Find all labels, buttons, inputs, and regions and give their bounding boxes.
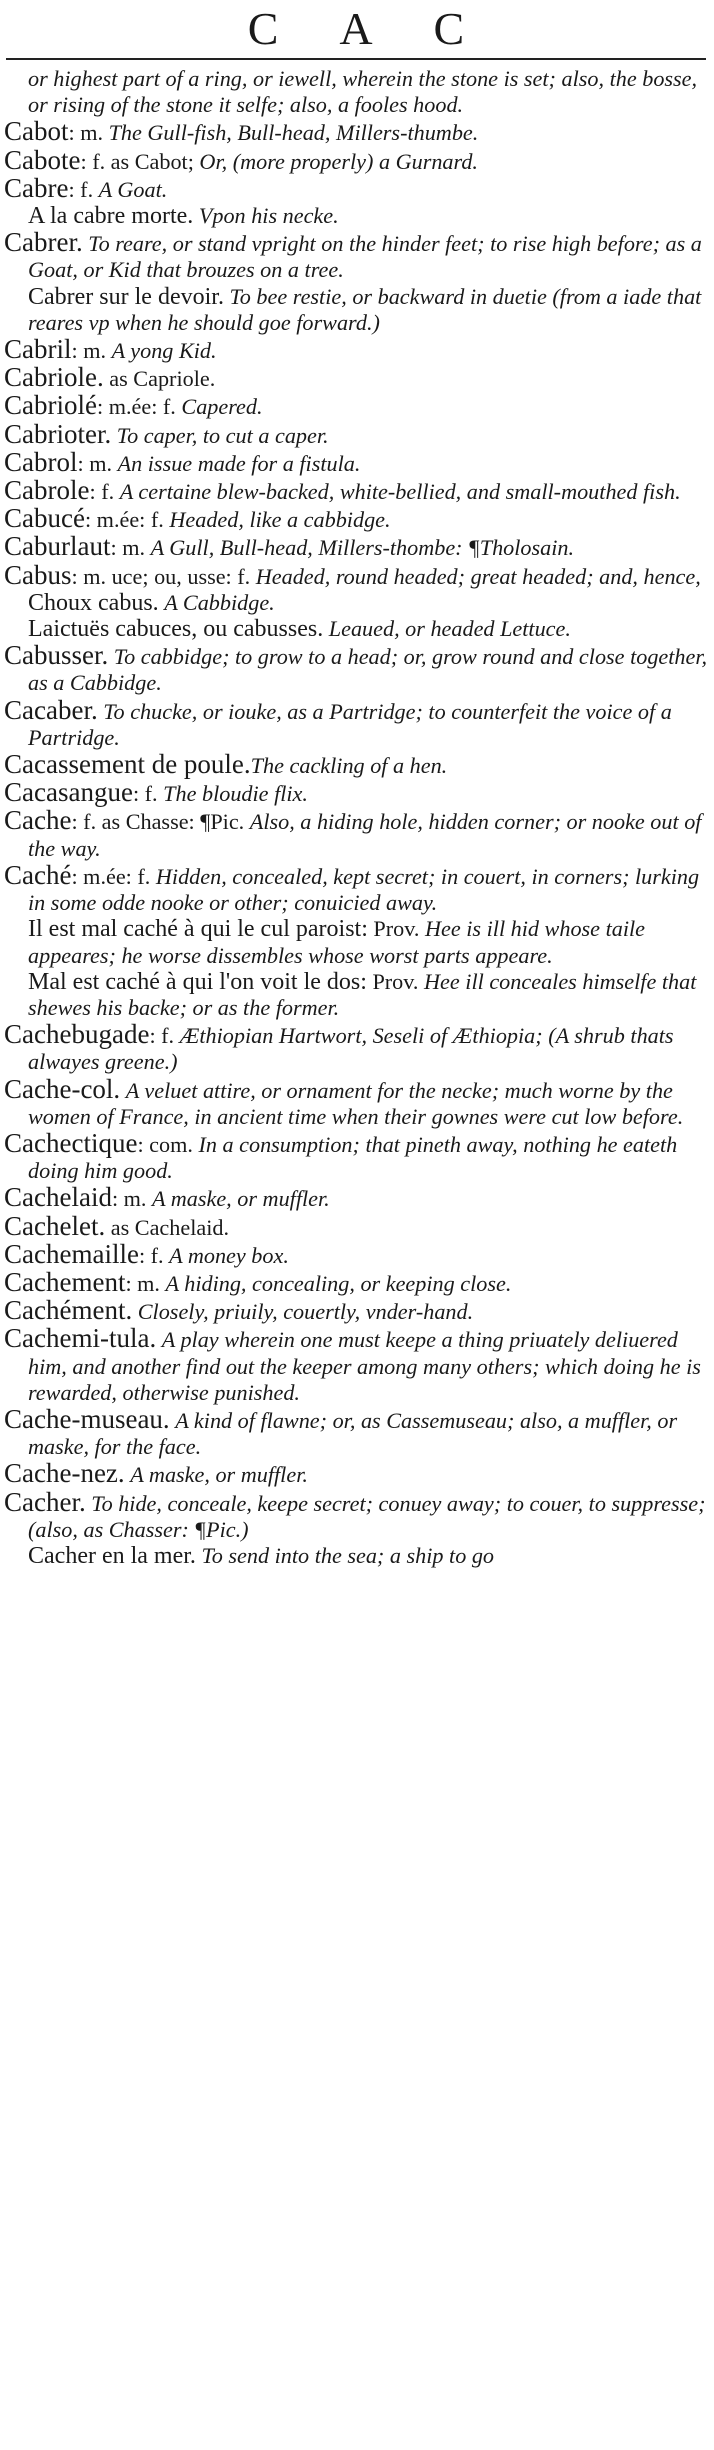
dictionary-entry bbox=[4, 1297, 708, 1325]
definition: Hee is ill hid whose taile appeares; he worse dissembles whose worst parts appeare. bbox=[28, 916, 646, 968]
headword: Cache-nez. bbox=[4, 1458, 125, 1489]
dictionary-entry bbox=[4, 1127, 708, 1184]
dictionary-entry bbox=[4, 694, 708, 751]
dictionary-entry bbox=[4, 859, 708, 916]
headword: Cabote bbox=[4, 144, 81, 175]
headword: Cache bbox=[4, 805, 72, 836]
headword: Cabrioter. bbox=[4, 418, 112, 449]
headword: Cabriolé bbox=[4, 390, 97, 421]
sub-entry bbox=[4, 969, 708, 1021]
headword: Laictuës cabuces, ou cabusses. bbox=[28, 616, 324, 643]
definition: An issue made for a fistula. bbox=[117, 450, 361, 476]
dictionary-entry bbox=[4, 751, 708, 779]
headword: Cachemi-tula. bbox=[4, 1323, 157, 1354]
grammar-note: Prov. bbox=[367, 916, 425, 942]
sub-entry bbox=[4, 1543, 708, 1569]
headword: Cabriole. bbox=[4, 362, 104, 393]
grammar-note: : f. bbox=[132, 781, 164, 807]
definition: A veluet attire, or ornament for the necke; much worne by the women of France, in ancient time when their gownes were cut low before. bbox=[28, 1077, 684, 1129]
dictionary-entry bbox=[4, 1184, 708, 1212]
definition: Headed, round headed; great headed; and, hence, bbox=[255, 563, 701, 589]
headword: Cachectique bbox=[4, 1127, 138, 1158]
dictionary-entry bbox=[4, 1403, 708, 1460]
definition: A play wherein one must keepe a thing priuately deliuered him, and another find out the keeper among many others; which doing he is rewarded, otherwise punished. bbox=[28, 1327, 701, 1405]
grammar-note: : f. bbox=[138, 1242, 170, 1268]
dictionary-entry bbox=[4, 477, 708, 505]
grammar-note: : m. uce; ou, usse: f. bbox=[71, 563, 256, 589]
grammar-note: : m. bbox=[110, 535, 151, 561]
definition: To chucke, or iouke, as a Partridge; to counterfeit the voice of a Partridge. bbox=[28, 698, 672, 750]
sub-entry bbox=[4, 203, 708, 229]
headword: Cabus bbox=[4, 559, 72, 590]
dictionary-entry bbox=[4, 144, 708, 175]
dictionary-entry bbox=[4, 1460, 708, 1488]
headword: Il est mal caché à qui le cul paroist: bbox=[28, 916, 368, 943]
grammar-note: : m.ée: f. bbox=[84, 507, 170, 533]
definition: A yong Kid. bbox=[111, 338, 217, 364]
dictionary-entry bbox=[4, 1325, 708, 1406]
grammar-note: as Cachelaid. bbox=[105, 1214, 230, 1240]
headword: Cabucé bbox=[4, 503, 85, 534]
sub-entry bbox=[4, 284, 708, 336]
dictionary-entry bbox=[4, 779, 708, 807]
headword: Cachebugade bbox=[4, 1019, 150, 1050]
header-rule bbox=[6, 58, 706, 60]
entry-list bbox=[4, 64, 708, 1569]
dictionary-entry bbox=[4, 533, 708, 561]
headword: A la cabre morte. bbox=[28, 203, 194, 230]
grammar-note: : m. bbox=[71, 338, 112, 364]
headword: Cabre bbox=[4, 172, 69, 203]
dictionary-entry bbox=[4, 807, 708, 861]
dictionary-entry bbox=[4, 505, 708, 533]
dictionary-entry bbox=[4, 1266, 708, 1297]
definition: A kind of flawne; or, as Cassemuseau; also, a muffler, or maske, for the face. bbox=[28, 1407, 678, 1460]
definition: A maske, or muffler. bbox=[130, 1462, 308, 1488]
headword: Cabrole bbox=[4, 475, 90, 506]
definition: Closely, priuily, couertly, vnder-hand. bbox=[137, 1299, 474, 1325]
headword: Cacasangue bbox=[4, 777, 133, 808]
dictionary-entry bbox=[4, 172, 708, 203]
headword: Caburlaut bbox=[4, 531, 111, 562]
definition: To bee restie, or backward in duetie (from a iade that reares vp when he should goe forward.) bbox=[28, 283, 702, 335]
grammar-note: : m. bbox=[68, 120, 109, 146]
definition: A hiding, concealing, or keeping close. bbox=[165, 1270, 512, 1296]
headword: Cacaber. bbox=[4, 694, 98, 725]
dictionary-entry bbox=[4, 559, 708, 590]
headword: Mal est caché à qui l'on voit le dos: bbox=[28, 968, 367, 995]
dictionary-entry bbox=[4, 1073, 708, 1130]
headword: Cachement bbox=[4, 1266, 126, 1297]
headword: Cabot bbox=[4, 116, 69, 147]
dictionary-entry bbox=[4, 118, 708, 146]
grammar-note: Prov. bbox=[366, 968, 425, 994]
grammar-note: : m. bbox=[125, 1270, 166, 1296]
headword: Cachemaille bbox=[4, 1238, 139, 1269]
dictionary-entry bbox=[4, 229, 708, 283]
definition: To reare, or stand vpright on the hinder feet; to rise high before; as a Goat, or Kid that brouzes on a tree. bbox=[28, 231, 702, 283]
headword: Cache-col. bbox=[4, 1073, 121, 1104]
sub-entry bbox=[4, 590, 708, 616]
headword: Cachelaid bbox=[4, 1182, 112, 1213]
grammar-note: : f. as Cabot; bbox=[80, 148, 200, 174]
dictionary-entry bbox=[4, 364, 708, 392]
running-head: C A C bbox=[247, 3, 491, 54]
grammar-note: : m.ée: f. bbox=[96, 394, 182, 420]
headword: Cachément. bbox=[4, 1295, 133, 1326]
headword: Cabusser. bbox=[4, 640, 109, 671]
sub-entry bbox=[4, 616, 708, 642]
definition: Hidden, concealed, kept secret; in couert, in corners; lurking in some odde nooke or other; conuicied away. bbox=[28, 863, 700, 916]
definition: A Gull, Bull-head, Millers-thombe: ¶Tholosain. bbox=[150, 535, 575, 561]
dictionary-entry bbox=[4, 642, 708, 696]
grammar-note: : com. bbox=[137, 1131, 199, 1157]
definition: To send into the sea; a ship to go bbox=[201, 1542, 495, 1568]
definition: Hee ill conceales himselfe that shewes his backe; or as the former. bbox=[28, 968, 697, 1020]
grammar-note: : f. as Chasse: ¶Pic. bbox=[71, 809, 250, 835]
definition: Æthiopian Hartwort, Seseli of Æthiopia; (A shrub thats alwayes greene.) bbox=[28, 1023, 674, 1075]
grammar-note: : f. bbox=[68, 176, 99, 202]
dictionary-entry bbox=[4, 1210, 708, 1241]
headword: Cachelet. bbox=[4, 1210, 106, 1241]
headword: Caché bbox=[4, 859, 72, 890]
grammar-note: : m. bbox=[111, 1186, 153, 1212]
headword: Cabrer. bbox=[4, 227, 83, 258]
definition: or highest part of a ring, or iewell, wherein the stone is set; also, the bosse, or rising of the stone it selfe; also, a fooles hood. bbox=[28, 66, 698, 118]
dictionary-entry bbox=[4, 1021, 708, 1075]
grammar-note: : m. bbox=[77, 450, 118, 476]
definition: Leaued, or headed Lettuce. bbox=[328, 616, 571, 642]
grammar-note: : f. bbox=[89, 479, 120, 505]
dictionary-entry bbox=[4, 392, 708, 420]
sub-entry bbox=[4, 916, 708, 968]
definition: The bloudie flix. bbox=[163, 781, 308, 807]
dictionary-entry bbox=[4, 1486, 708, 1543]
definition: Headed, like a cabbidge. bbox=[169, 507, 391, 533]
continued-entry bbox=[4, 64, 708, 118]
grammar-note: as Capriole. bbox=[103, 366, 216, 392]
definition: The Gull-fish, Bull-head, Millers-thumbe. bbox=[108, 120, 479, 146]
definition: To caper, to cut a caper. bbox=[116, 422, 329, 448]
definition: To hide, conceale, keepe secret; conuey away; to couer, to suppresse; (also, as Chasser: ¶Pic.) bbox=[28, 1490, 706, 1542]
definition: A maske, or muffler. bbox=[152, 1186, 330, 1212]
definition: Also, a hiding hole, hidden corner; or nooke out of the way. bbox=[28, 809, 702, 861]
dictionary-entry bbox=[4, 418, 708, 449]
headword: Cabril bbox=[4, 334, 72, 365]
definition: A Cabbidge. bbox=[164, 589, 275, 615]
headword: Cabrer sur le devoir. bbox=[28, 283, 224, 310]
definition: In a consumption; that pineth away, nothing he eateth doing him good. bbox=[28, 1131, 678, 1184]
definition: A money box. bbox=[169, 1242, 289, 1268]
definition: Vpon his necke. bbox=[198, 203, 339, 229]
grammar-note: : f. bbox=[149, 1023, 180, 1049]
grammar-note: : m.ée: f. bbox=[71, 863, 156, 889]
dictionary-entry bbox=[4, 446, 708, 477]
headword: Cache-museau. bbox=[4, 1403, 170, 1434]
definition: Or, (more properly) a Gurnard. bbox=[199, 148, 478, 174]
headword: Cacher. bbox=[4, 1486, 86, 1517]
definition: A Goat. bbox=[98, 176, 168, 202]
headword: Cabrol bbox=[4, 446, 78, 477]
definition: The cackling of a hen. bbox=[250, 753, 448, 779]
headword: Cacassement de poule. bbox=[4, 749, 251, 780]
dictionary-entry bbox=[4, 1238, 708, 1269]
definition: A certaine blew-backed, white-bellied, and small-mouthed fish. bbox=[119, 479, 681, 505]
headword: Choux cabus. bbox=[28, 589, 159, 616]
headword: Cacher en la mer. bbox=[28, 1542, 196, 1569]
definition: Capered. bbox=[181, 394, 263, 420]
dictionary-entry bbox=[4, 336, 708, 364]
definition: To cabbidge; to grow to a head; or, grow round and close together, as a Cabbidge. bbox=[28, 644, 708, 696]
